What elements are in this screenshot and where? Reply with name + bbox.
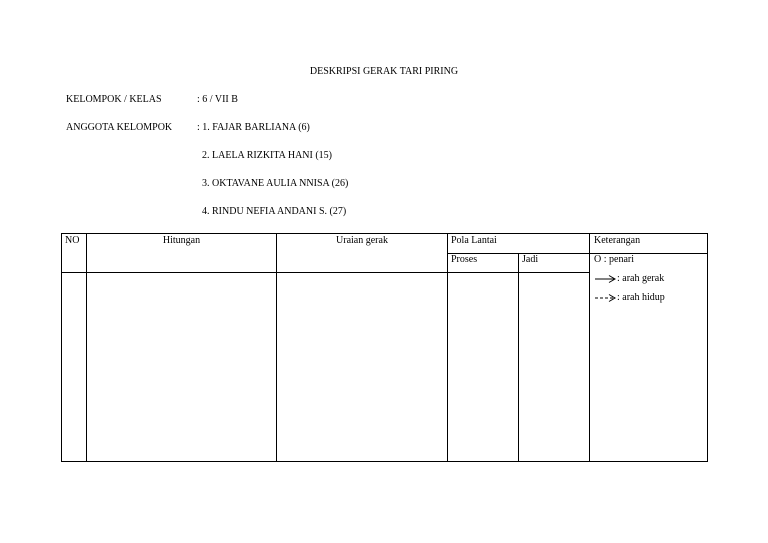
document-title: DESKRIPSI GERAK TARI PIRING [309,66,459,77]
header-keterangan: Keterangan [594,235,641,246]
col-divider [86,233,87,462]
col-divider [276,233,277,462]
subheader-jadi: Jadi [522,254,539,265]
col-divider [518,253,519,462]
header-uraian: Uraian gerak [336,235,388,246]
header-hitungan: Hitungan [162,235,201,246]
row-divider [61,272,590,273]
member-item: 3. OKTAVANE AULIA NNISA (26) [202,178,349,189]
group-value: : 6 / VII B [197,94,238,105]
movement-table [61,233,708,462]
group-label: KELOMPOK / KELAS [66,94,162,105]
subheader-proses: Proses [451,254,478,265]
col-divider [589,233,590,462]
table-border-top [61,233,708,234]
header-no: NO [65,235,80,246]
table-border-right [707,233,708,462]
table-border-left [61,233,62,462]
solid-arrow-icon [595,275,617,283]
row-divider [447,253,708,254]
col-divider [447,233,448,462]
table-border-bottom [61,461,708,462]
dashed-arrow-icon [595,294,617,302]
legend-arah-hidup: : arah hidup [617,292,665,303]
member-item: 2. LAELA RIZKITA HANI (15) [202,150,333,161]
header-pola-lantai: Pola Lantai [451,235,497,246]
legend-arah-gerak: : arah gerak [617,273,665,284]
member-item: : 1. FAJAR BARLIANA (6) [197,122,310,133]
members-label: ANGGOTA KELOMPOK [66,122,173,133]
legend-penari: O : penari [594,254,634,265]
member-item: 4. RINDU NEFIA ANDANI S. (27) [202,206,347,217]
